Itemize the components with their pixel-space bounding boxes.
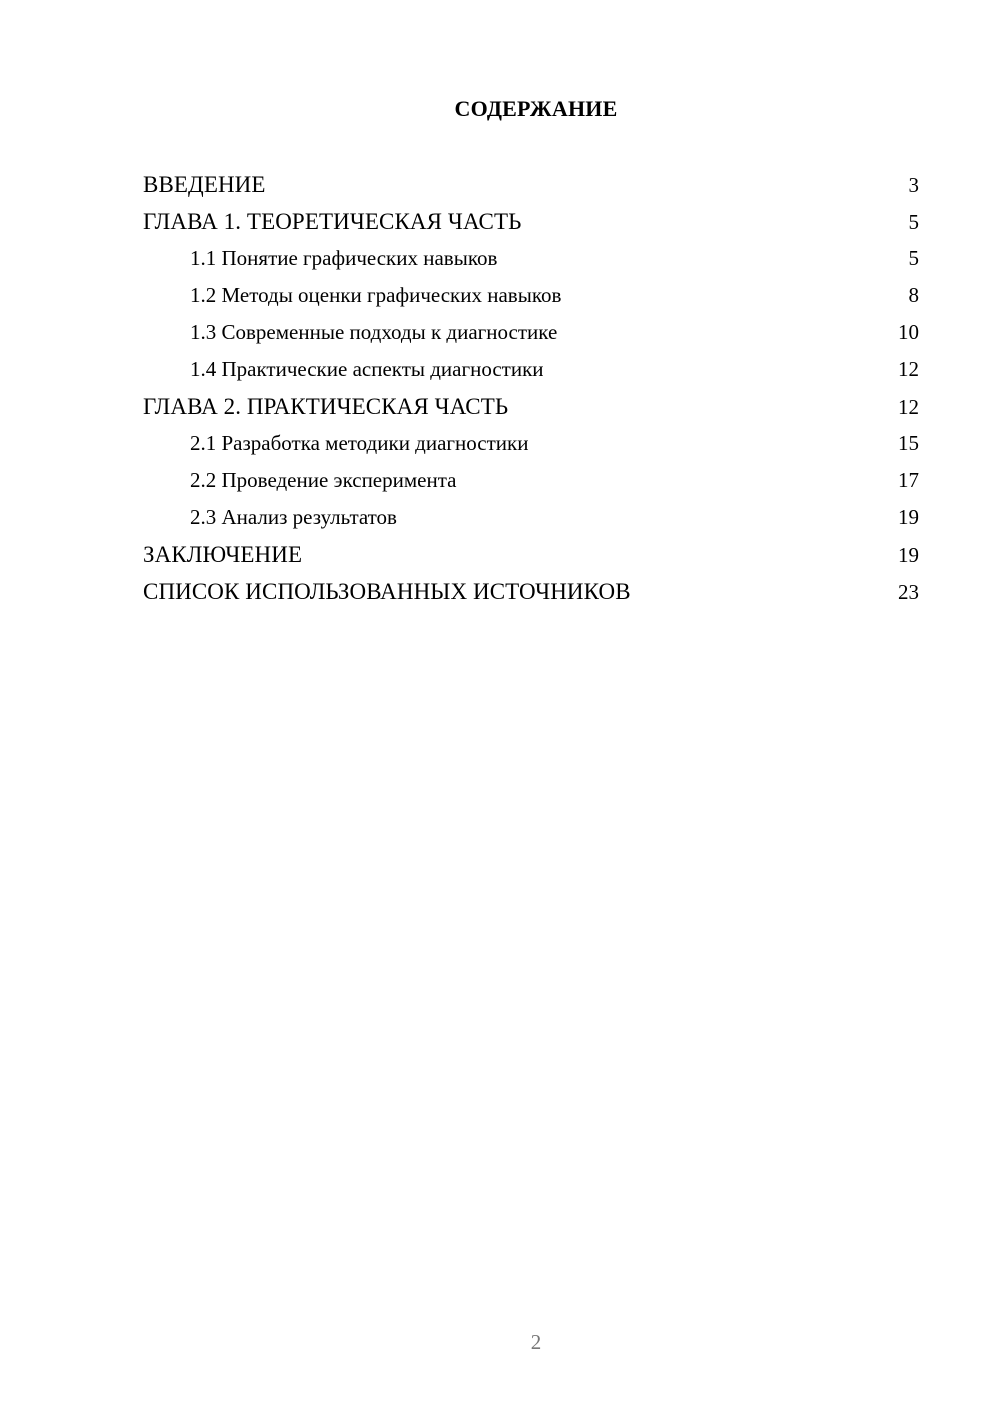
toc-entry-label: 1.2 Методы оценки графических навыков [190, 283, 562, 307]
toc-entry-section-1-3[interactable] [143, 314, 919, 351]
toc-entry-page: 19 [898, 543, 919, 567]
toc-entry-section-2-1[interactable] [143, 425, 919, 462]
toc-entry-conclusion[interactable] [143, 536, 919, 573]
toc-entry-label: 1.4 Практические аспекты диагностики [190, 357, 544, 381]
toc-entry-section-1-4[interactable] [143, 351, 919, 388]
page-number: 2 [530, 1330, 542, 1354]
toc-entry-label: 2.2 Проведение эксперимента [190, 468, 457, 492]
toc-entry-label: СПИСОК ИСПОЛЬЗОВАННЫХ ИСТОЧНИКОВ [143, 579, 631, 604]
toc-entry-label: 2.1 Разработка методики диагностики [190, 431, 529, 455]
toc-entry-introduction[interactable] [143, 166, 919, 203]
toc-entry-section-2-2[interactable] [143, 462, 919, 499]
toc-entry-page: 12 [898, 395, 919, 419]
toc-entry-page: 5 [908, 246, 919, 270]
toc-title: СОДЕРЖАНИЕ [454, 96, 618, 121]
toc-entry-label: ВВЕДЕНИЕ [143, 172, 266, 197]
toc-entry-section-2-3[interactable] [143, 499, 919, 536]
toc-entry-page: 5 [908, 210, 919, 234]
toc-entry-references[interactable] [143, 573, 919, 610]
toc-entry-label: 1.3 Современные подходы к диагностике [190, 320, 558, 344]
toc-entry-page: 12 [898, 357, 919, 381]
toc-entry-page: 15 [898, 431, 919, 455]
toc-entry-page: 17 [898, 468, 919, 492]
toc-entry-label: ГЛАВА 2. ПРАКТИЧЕСКАЯ ЧАСТЬ [143, 394, 509, 419]
toc-entry-page: 3 [908, 173, 919, 197]
table-of-contents [143, 166, 919, 610]
toc-entry-label: 1.1 Понятие графических навыков [190, 246, 498, 270]
toc-entry-page: 10 [898, 320, 919, 344]
toc-entry-label: 2.3 Анализ результатов [190, 505, 397, 529]
toc-entry-page: 23 [898, 580, 919, 604]
toc-entry-section-1-2[interactable] [143, 277, 919, 314]
toc-entry-label: ЗАКЛЮЧЕНИЕ [143, 542, 303, 567]
toc-entry-section-1-1[interactable] [143, 240, 919, 277]
toc-entry-page: 19 [898, 505, 919, 529]
toc-entry-chapter-2[interactable] [143, 388, 919, 425]
toc-entry-chapter-1[interactable] [143, 203, 919, 240]
toc-entry-label: ГЛАВА 1. ТЕОРЕТИЧЕСКАЯ ЧАСТЬ [143, 209, 522, 234]
toc-entry-page: 8 [908, 283, 919, 307]
